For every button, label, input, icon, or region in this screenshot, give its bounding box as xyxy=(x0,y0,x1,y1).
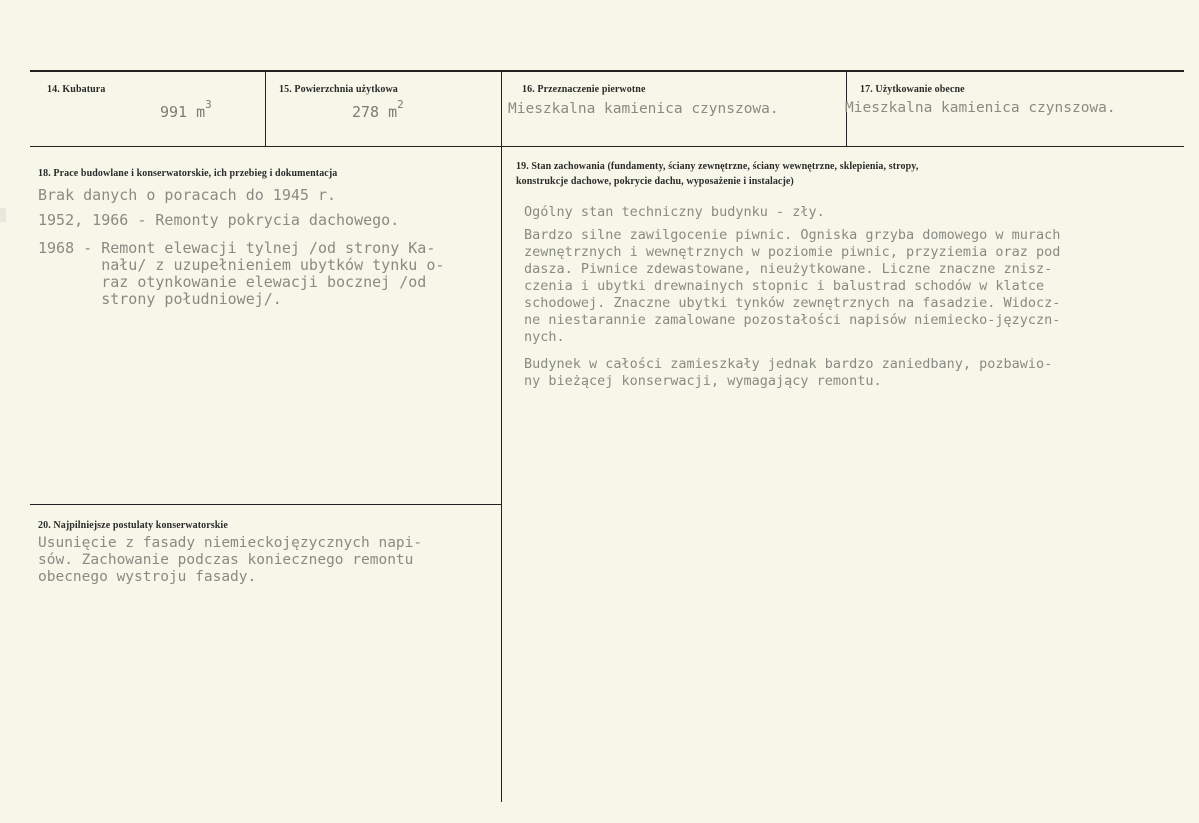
left-section-rule xyxy=(30,504,501,505)
field-19-p3-line-1: Budynek w całości zamieszkały jednak bardzo zaniedbany, pozbawio- xyxy=(524,356,1053,372)
field-18-line-3: 1968 - Remont elewacji tylnej /od strony Ka- xyxy=(38,239,436,257)
field-17-label: 17. Użytkowanie obecne xyxy=(860,84,965,95)
field-15-value: 278 $m^2$ xyxy=(352,98,404,121)
col-divider-1 xyxy=(265,72,266,147)
field-18-line-1: Brak danych o poracach do 1945 r. xyxy=(38,186,337,204)
field-20-label: 20. Najpilniejsze postulaty konserwatorskie xyxy=(38,520,228,531)
field-19-p2-line-1: Bardzo silne zawilgocenie piwnic. Ogniska grzyba domowego w murach xyxy=(524,227,1061,243)
field-16-label: 16. Przeznaczenie pierwotne xyxy=(522,84,646,95)
field-19-p2-line-7: nych. xyxy=(524,329,565,345)
field-18-line-6: strony południowej/. xyxy=(38,290,282,308)
field-15-label: 15. Powierzchnia użytkowa xyxy=(279,84,398,95)
field-19-p2-line-6: ne niestarannie zamalowane pozostałości napisów niemiecko-języczn- xyxy=(524,312,1061,328)
punch-hole-mark xyxy=(0,208,6,222)
field-19-p3-line-2: ny bieżącej konserwacji, wymagający remontu. xyxy=(524,373,882,389)
field-20-line-2: sów. Zachowanie podczas koniecznego remontu xyxy=(38,552,414,568)
field-18-label: 18. Prace budowlane i konserwatorskie, ich przebieg i dokumentacja xyxy=(38,168,338,179)
field-14-label: 14. Kubatura xyxy=(47,84,106,95)
col-divider-2 xyxy=(501,72,502,802)
field-19-paragraph-1: Ogólny stan techniczny budynku - zły. xyxy=(524,204,825,220)
field-19-p2-line-3: dasza. Piwnice zdewastowane, nieużytkowane. Liczne znaczne znisz- xyxy=(524,261,1053,277)
top-rule xyxy=(30,70,1184,72)
field-19-label-line-2: konstrukcje dachowe, pokrycie dachu, wyposażenie i instalacje) xyxy=(516,176,794,187)
field-19-p2-line-2: zewnętrznych i wewnętrznych w poziomie piwnic, przyziemia oraz pod xyxy=(524,244,1061,260)
field-19-p2-line-5: schodowej. Znaczne ubytki tynków zewnętrznych na fasadzie. Widocz- xyxy=(524,295,1061,311)
field-18-line-2: 1952, 1966 - Remonty pokrycia dachowego. xyxy=(38,211,400,229)
field-18-line-5: raz otynkowanie elewacji bocznej /od xyxy=(38,273,427,291)
field-16-value: Mieszkalna kamienica czynszowa. xyxy=(508,101,779,117)
field-18-line-4: nału/ z uzupełnieniem ubytków tynku o- xyxy=(38,256,445,274)
field-20-line-1: Usunięcie z fasady niemieckojęzycznych napi- xyxy=(38,535,423,551)
row1-bottom-rule xyxy=(30,146,1184,147)
field-20-line-3: obecnego wystroju fasady. xyxy=(38,569,257,585)
field-19-p2-line-4: czenia i ubytki drewnainych stopnic i balustrad schodów w klatce xyxy=(524,278,1045,294)
field-19-label-line-1: 19. Stan zachowania (fundamenty, ściany zewnętrzne, ściany wewnętrzne, sklepienia, stropy, xyxy=(516,161,919,172)
field-14-value: 991 $m^3$ xyxy=(160,98,212,121)
field-17-value: Mieszkalna kamienica czynszowa. xyxy=(845,100,1116,116)
